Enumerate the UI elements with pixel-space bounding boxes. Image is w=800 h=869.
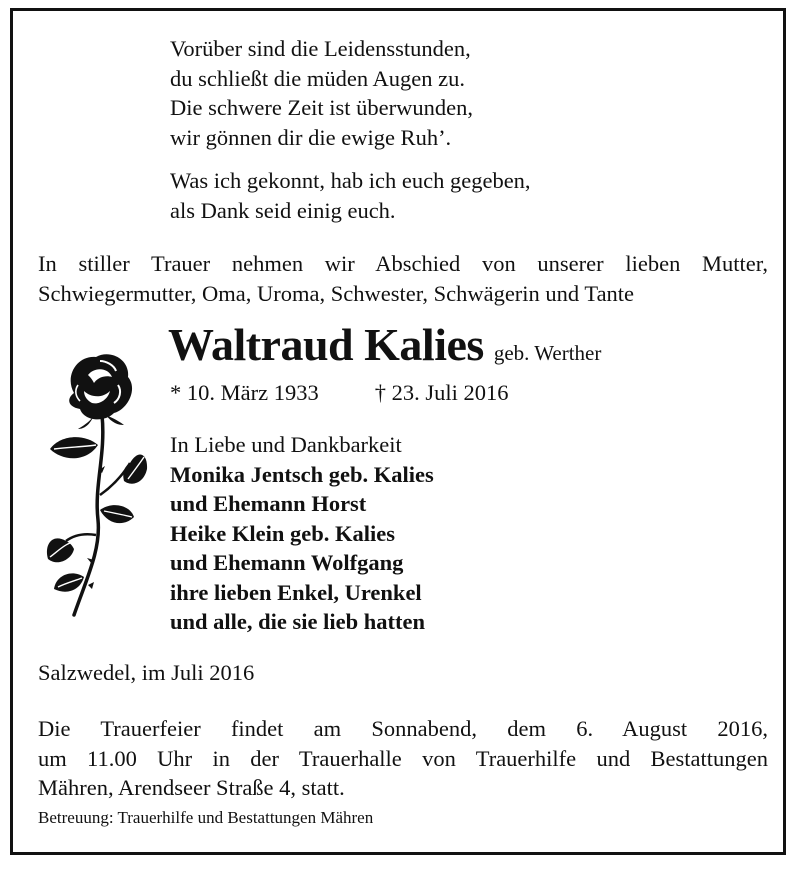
life-dates bbox=[170, 380, 509, 406]
rose-stem-branch bbox=[66, 534, 96, 541]
rose-leaf bbox=[100, 505, 134, 523]
mourner-line: Heike Klein geb. Kalies bbox=[170, 520, 395, 546]
mourner-line: ihre lieben Enkel, Urenkel bbox=[170, 579, 422, 605]
poem-line: Die schwere Zeit ist überwunden, bbox=[170, 95, 474, 120]
poem-line: wir gönnen dir die ewige Ruh’. bbox=[170, 124, 452, 150]
poem-stanza-2 bbox=[170, 166, 531, 225]
place-date: Salzwedel, im Juli 2016 bbox=[38, 660, 255, 685]
rose-leaf bbox=[123, 454, 147, 483]
poem-line: als Dank seid einig euch. bbox=[170, 197, 396, 223]
poem-line: du schließt die müden Augen zu. bbox=[170, 65, 465, 91]
mourner-line: und Ehemann Horst bbox=[170, 491, 367, 516]
rose-blossom bbox=[69, 354, 132, 419]
rose-icon bbox=[44, 345, 149, 620]
deceased-name: Waltraud Kalies bbox=[168, 319, 484, 370]
mourner-line: und Ehemann Wolfgang bbox=[170, 550, 404, 575]
deceased-birth-name: geb. Werther bbox=[493, 341, 602, 365]
intro-line: In stiller Trauer nehmen wir Abschied von unserer lieben Mutter, bbox=[38, 251, 768, 276]
intro-text bbox=[38, 249, 768, 308]
mourners bbox=[170, 430, 434, 637]
rose-leaf bbox=[47, 538, 74, 562]
birth-date: * 10. März 1933 bbox=[170, 380, 319, 405]
poem-line: Vorüber sind die Leidensstunden, bbox=[170, 36, 471, 61]
rose-leaf bbox=[54, 573, 84, 591]
rose-leaf bbox=[50, 437, 98, 458]
deceased-heading bbox=[168, 318, 601, 371]
mourners-intro: In Liebe und Dankbarkeit bbox=[170, 432, 402, 457]
death-date: † 23. Juli 2016 bbox=[374, 380, 509, 405]
service-line: Die Trauerfeier findet am Sonnabend, dem 6. August 2016, bbox=[38, 716, 768, 741]
service-line: um 11.00 Uhr in der Trauerhalle von Trauerhilfe und Bestattungen bbox=[38, 745, 768, 771]
care-note: Betreuung: Trauerhilfe und Bestattungen Mähren bbox=[38, 808, 374, 827]
intro-line: Schwiegermutter, Oma, Uroma, Schwester, Schwägerin und Tante bbox=[38, 280, 635, 306]
mourner-line: und alle, die sie lieb hatten bbox=[170, 609, 426, 634]
service-notice bbox=[38, 714, 768, 803]
poem-stanza-1 bbox=[170, 34, 531, 152]
poem-line: Was ich gekonnt, hab ich euch gegeben, bbox=[170, 168, 531, 193]
poem bbox=[170, 34, 531, 225]
mourner-line: Monika Jentsch geb. Kalies bbox=[170, 461, 434, 487]
service-line: Mähren, Arendseer Straße 4, statt. bbox=[38, 775, 345, 800]
